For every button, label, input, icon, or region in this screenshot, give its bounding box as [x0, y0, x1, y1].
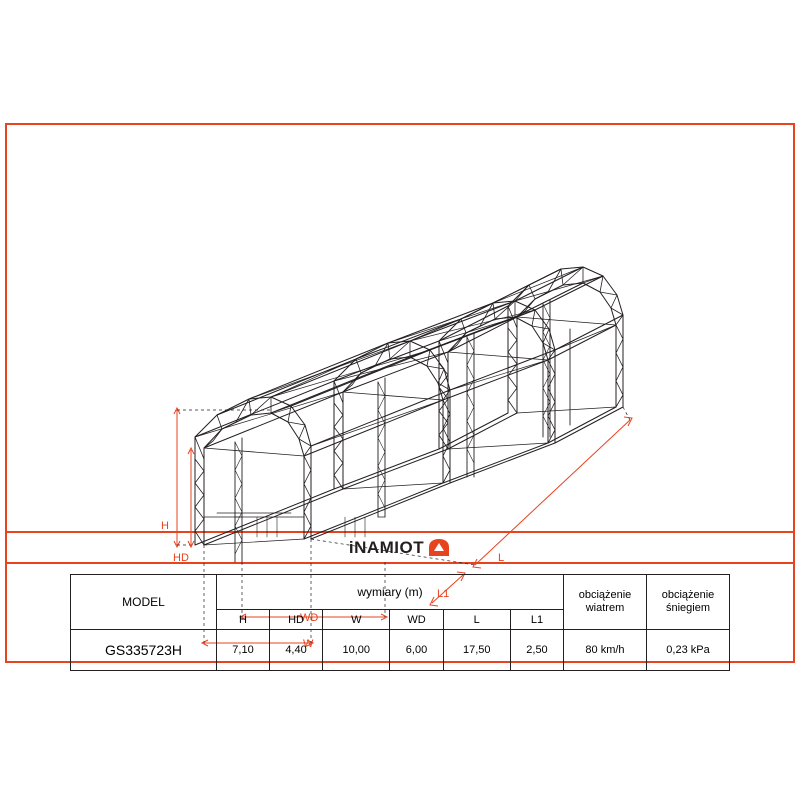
cell-value-L: 17,50 — [443, 630, 510, 671]
table-row — [71, 630, 730, 671]
header-dim-L: L — [443, 610, 510, 630]
header-wind-line1: obciążenie — [578, 589, 632, 601]
header-dim-W: W — [323, 610, 390, 630]
spec-table-container — [70, 574, 730, 671]
dim-label-W: W — [303, 638, 314, 650]
cell-snow-load: 0,23 kPa — [647, 630, 730, 671]
header-dim-HD: HD — [270, 610, 323, 630]
header-dim-L1: L1 — [510, 610, 563, 630]
cell-value-H: 7,10 — [217, 630, 270, 671]
header-snow-line1: obciążenie — [661, 589, 715, 601]
header-dimensions: wymiary (m) — [217, 575, 564, 610]
tent-arch-icon — [427, 538, 451, 558]
header-dim-WD: WD — [390, 610, 443, 630]
brand-name: iNAMIOT — [348, 537, 425, 557]
dim-label-HD: HD — [173, 552, 189, 564]
cell-value-HD: 4,40 — [270, 630, 323, 671]
cell-value-WD: 6,00 — [390, 630, 443, 671]
dim-label-L: L — [498, 552, 505, 564]
cell-model-code: GS335723H — [71, 630, 217, 671]
dim-label-WD: WD — [300, 612, 319, 624]
header-wind-load — [564, 575, 647, 630]
cell-wind-load: 80 km/h — [564, 630, 647, 671]
header-snow-load — [647, 575, 730, 630]
table-header-row — [71, 575, 730, 610]
header-dim-H: H — [217, 610, 270, 630]
header-model: MODEL — [71, 575, 217, 630]
sheet-divider-bottom — [5, 562, 795, 564]
spec-table — [70, 574, 730, 671]
dim-label-H: H — [161, 520, 169, 532]
dim-label-L1: L1 — [437, 588, 450, 600]
cell-value-L1: 2,50 — [510, 630, 563, 671]
header-wind-line2: wiatrem — [585, 602, 625, 614]
cell-value-W: 10,00 — [323, 630, 390, 671]
header-snow-line2: śniegiem — [665, 602, 711, 614]
brand-logo — [0, 533, 800, 562]
